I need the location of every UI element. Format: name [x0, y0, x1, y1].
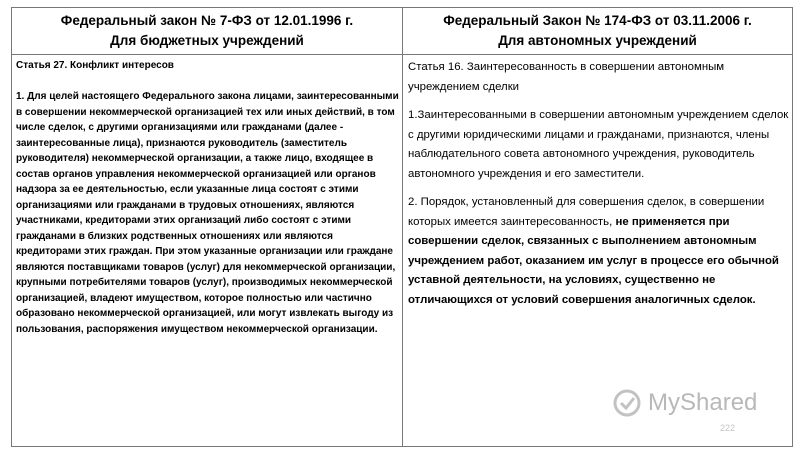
left-column-header [12, 8, 402, 54]
watermark-brand: MyShared [648, 389, 758, 416]
left-header-institution: Для бюджетных учреждений [110, 33, 304, 48]
right-p2-normal-text: 2. Порядок, установленный для совершения сделок, в совершении которых имеется заинтересованность, [408, 196, 765, 228]
page-number: 222 [720, 423, 736, 433]
myshared-logo-icon [612, 388, 642, 418]
left-cell [16, 58, 399, 337]
left-article-title: Статья 27. Конфликт интересов [16, 60, 174, 71]
column-divider [402, 8, 403, 446]
right-header-law: Федеральный Закон № 174-ФЗ от 03.11.2006 г. [443, 13, 752, 28]
right-header-institution: Для автономных учреждений [498, 33, 697, 48]
header-divider [12, 54, 792, 55]
left-article-body: 1. Для целей настоящего Федерального закона лицами, заинтересованными в совершении некоммерческой организацией тех или иных действий, в том числе сделок, с другими организациями или гражданами (далее - заинтересованные лица), признаются руководитель (заместитель руководителя) некоммерческой организации, а также лицо, входящее в состав органов управления некоммерческой организацией или органов надзора за ее деятельностью, если указанные лица состоят с этими организациями или гражданами в трудовых отношениях, являются участниками, кредиторами этих организаций либо состоят с этими гражданами в близких родственных отношениях или являются кредиторами этих граждан. При этом указанные организации или граждане являются поставщиками товаров (услуг) для некоммерческой организации, крупными потребителями товаров (услуг), производимых некоммерческой организацией, владеют имуществом, которое полностью или частично образовано некоммерческой организацией, или могут извлекать выгоду из пользования, распоряжения имуществом некоммерческой организации. [16, 91, 399, 335]
comparison-table [11, 7, 793, 447]
right-column-header [403, 8, 792, 54]
right-article-paragraph-2 [408, 193, 790, 310]
right-p2-bold-text: не применяется при совершении сделок, связанных с выполнением автономным учреждением работ, оказанием им услуг в процессе его обычной уставной деятельности, на условиях, существенно не отличающихся от условий совершения аналогичных сделок. [408, 215, 779, 306]
right-article-paragraph-1: 1.Заинтересованными в совершении автономным учреждением сделок с другими юридическими лицами и гражданами, признаются, члены наблюдательного совета автономного учреждения, руководитель автономного учреждения и его заместители. [408, 109, 789, 180]
left-header-law: Федеральный закон № 7-ФЗ от 12.01.1996 г. [60, 13, 354, 28]
right-article-title: Статья 16. Заинтересованность в совершении автономным учреждением сделки [408, 61, 725, 93]
right-cell [408, 58, 790, 310]
watermark [612, 388, 757, 418]
